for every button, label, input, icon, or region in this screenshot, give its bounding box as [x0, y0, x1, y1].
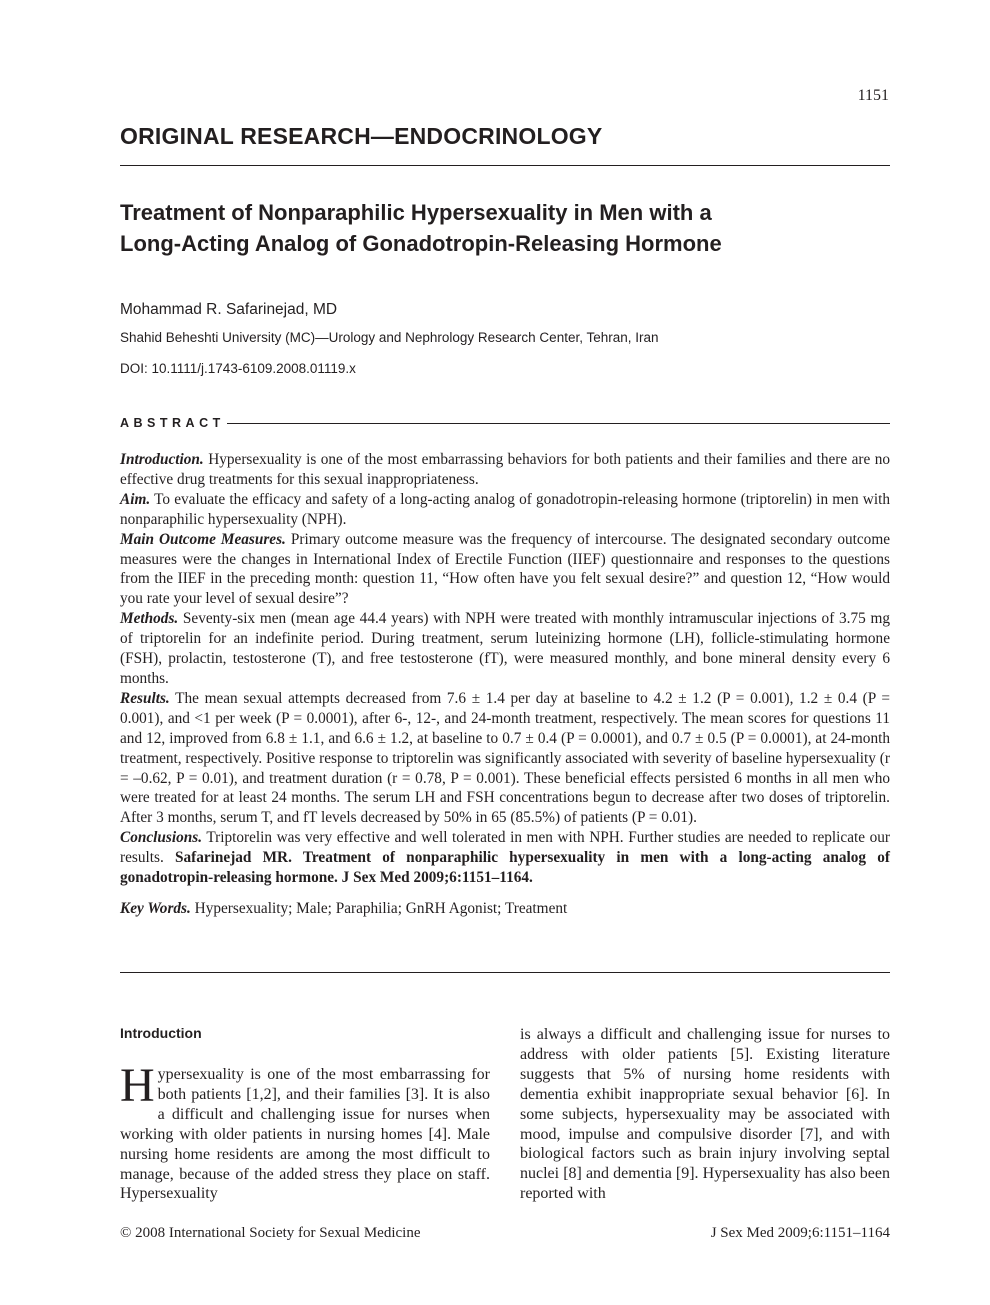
- body-right-text: is always a difficult and challenging issue for nurses to address with older patients [5]. Existing literature suggests that 5% of nursing home residents with dementia exhibit inappropriate sexual behavior [6]. In some subjects, hypersexuality may be associated with mood, impulse and compulsive disorder [7], and with biological factors such as brain injury involving septal nuclei [8] and dementia [9]. Hypersexuality has also been reported with: [520, 1026, 890, 1203]
- body-column-left: [120, 1059, 490, 1204]
- abstract-aim-label: Aim.: [120, 490, 151, 508]
- page-number: 1151: [857, 87, 889, 104]
- introduction-heading: Introduction: [120, 1025, 202, 1041]
- body-paragraph-left: [120, 1059, 490, 1204]
- article-title: [120, 197, 890, 259]
- journal-citation-footer: J Sex Med 2009;6:1151–1164: [710, 1225, 890, 1241]
- keywords-label: Key Words.: [120, 899, 191, 917]
- affiliation: Shahid Beheshti University (MC)—Urology and Nephrology Research Center, Tehran, Iran: [120, 330, 659, 345]
- abstract-introduction-text: Hypersexuality is one of the most embarrassing behaviors for both patients and their families and there are no effective drug treatments for this sexual inappropriateness.: [120, 451, 891, 488]
- abstract-aim: [120, 490, 890, 530]
- abstract-introduction: [120, 450, 890, 490]
- doi: DOI: 10.1111/j.1743-6109.2008.01119.x: [120, 361, 356, 376]
- abstract-bottom-divider: [120, 972, 890, 973]
- section-heading: ORIGINAL RESEARCH—ENDOCRINOLOGY: [120, 123, 603, 149]
- abstract-header: [120, 414, 890, 432]
- abstract-main-outcome-label: Main Outcome Measures.: [120, 530, 286, 548]
- copyright-footer: © 2008 International Society for Sexual Medicine: [120, 1225, 421, 1241]
- abstract-conclusions-label: Conclusions.: [120, 829, 203, 847]
- body-left-text: ypersexuality is one of the most embarrassing for both patients [1,2], and their families [3]. It is also a difficult and challenging issue for nurses when working with older patients in nursing homes [4]. Male nursing home residents are among the most difficult to manage, because of the added stress they place on staff. Hypersexuality: [120, 1066, 490, 1203]
- keywords-text: Hypersexuality; Male; Paraphilia; GnRH Agonist; Treatment: [194, 899, 568, 917]
- drop-cap: H: [120, 1059, 155, 1112]
- abstract-label: ABSTRACT: [120, 416, 225, 430]
- abstract-divider: [227, 423, 890, 424]
- abstract-conclusions: [120, 828, 890, 888]
- top-divider: [120, 165, 890, 166]
- abstract-introduction-label: Introduction.: [120, 451, 204, 468]
- title-line-1: Treatment of Nonparaphilic Hypersexuality in Men with a: [120, 200, 712, 225]
- title-line-2: Long-Acting Analog of Gonadotropin-Releasing Hormone: [120, 231, 722, 256]
- abstract-main-outcome-text: Primary outcome measure was the frequency of intercourse. The designated secondary outcome measures were the changes in International Index of Erectile Function (IIEF) questionnaire and responses to the questions from the IIEF in the preceding month: question 11, “How often have you felt sexual desire?” and question 12, “How would you rate your level of sexual desire”?: [120, 530, 891, 608]
- abstract-methods-text: Seventy-six men (mean age 44.4 years) with NPH were treated with monthly intramuscular injections of 3.75 mg of triptorelin for an indefinite period. During treatment, serum luteinizing hormone (LH), follicle-stimulating hormone (FSH), prolactin, testosterone (T), and free testosterone (fT), were measured monthly, and bone mineral density every 6 months.: [120, 610, 890, 687]
- abstract-citation: Safarinejad MR. Treatment of nonparaphilic hypersexuality in men with a long-acting analog of gonadotropin-releasing hormone. J Sex Med 2009;6:1151–1164.: [120, 849, 890, 887]
- abstract-methods-label: Methods.: [120, 610, 179, 628]
- abstract-methods: [120, 609, 890, 689]
- abstract-aim-text: To evaluate the efficacy and safety of a long-acting analog of gonadotropin-releasing hormone (triptorelin) in men with nonparaphilic hypersexuality (NPH).: [120, 490, 890, 528]
- abstract-conclusions-text: Triptorelin was very effective and well tolerated in men with NPH. Further studies are needed to replicate our results.: [120, 829, 890, 867]
- abstract-body: [120, 450, 890, 919]
- abstract-results: [120, 689, 890, 828]
- abstract-results-label: Results.: [120, 689, 170, 707]
- abstract-main-outcome: [120, 530, 890, 610]
- author: Mohammad R. Safarinejad, MD: [120, 301, 338, 318]
- abstract-keywords: [120, 899, 890, 919]
- abstract-results-text: The mean sexual attempts decreased from 7.6 ± 1.4 per day at baseline to 4.2 ± 1.2 (P = 0.001), 1.2 ± 0.4 (P = 0.001), and <1 per week (P = 0.0001), after 6-, 12-, and 24-month treatment, respectively. The mean scores for questions 11 and 12, improved from 6.8 ± 1.1, and 6.6 ± 1.2, at baseline to 0.7 ± 0.4 (P = 0.0001), and 0.7 ± 0.5 (P = 0.0001), at 24-month treatment, respectively. Positive response to triptorelin was significantly associated with severity of baseline hypersexuality (r = –0.62, P = 0.01), and treatment duration (r = 0.78, P = 0.001). These beneficial effects persisted 6 months in all men who were treated for at least 24 months. The serum LH and FSH concentrations begun to decrease after two doses of triptorelin. After 3 months, serum T, and fT levels decreased by 50% in 65 (85.5%) of patients (P = 0.01).: [120, 689, 890, 827]
- body-column-right: [520, 1025, 890, 1204]
